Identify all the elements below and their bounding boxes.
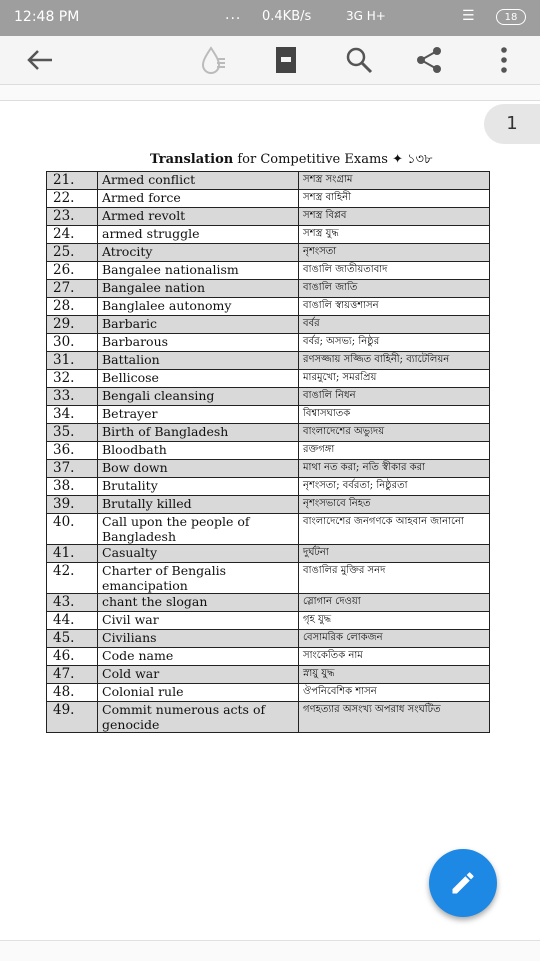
bengali-translation: বেসামরিক লোকজন xyxy=(299,630,490,648)
row-number: 46. xyxy=(47,648,98,666)
table-row xyxy=(47,244,490,262)
search-icon[interactable] xyxy=(343,44,375,76)
table-row xyxy=(47,460,490,478)
table-row xyxy=(47,648,490,666)
english-term: Betrayer xyxy=(98,406,299,424)
title-rest: for Competitive Exams ✦ ১৩৮ xyxy=(233,152,433,167)
table-row xyxy=(47,514,490,545)
english-term: Armed force xyxy=(98,190,299,208)
bengali-translation: গৃহ যুদ্ধ xyxy=(299,612,490,630)
vocab-table xyxy=(46,171,490,733)
bengali-translation: দুর্ঘটনা xyxy=(299,545,490,563)
table-row xyxy=(47,352,490,370)
bengali-translation: বিশ্বাসঘাতক xyxy=(299,406,490,424)
status-signal-text: 3G H+ xyxy=(346,9,386,23)
english-term: Bellicose xyxy=(98,370,299,388)
row-number: 48. xyxy=(47,684,98,702)
row-number: 41. xyxy=(47,545,98,563)
table-row xyxy=(47,406,490,424)
arrow-left-icon[interactable] xyxy=(24,44,56,76)
row-number: 38. xyxy=(47,478,98,496)
bengali-translation: সশস্ত্র সংগ্রাম xyxy=(299,172,490,190)
title-bold: Translation xyxy=(150,152,234,167)
english-term: Barbaric xyxy=(98,316,299,334)
bengali-translation: বাংলাদেশের অভ্যুদয় xyxy=(299,424,490,442)
table-row xyxy=(47,298,490,316)
table-row xyxy=(47,612,490,630)
bengali-translation: বাঙালি নিধন xyxy=(299,388,490,406)
bengali-translation: রণসজ্জায় সজ্জিত বাহিনী; ব্যাটেলিয়ন xyxy=(299,352,490,370)
app-toolbar xyxy=(0,36,540,85)
english-term: Call upon the people of Bangladesh xyxy=(98,514,299,545)
bengali-translation: সশস্ত্র যুদ্ধ xyxy=(299,226,490,244)
row-number: 27. xyxy=(47,280,98,298)
bengali-translation: বর্বর xyxy=(299,316,490,334)
table-row xyxy=(47,172,490,190)
edit-fab-button[interactable] xyxy=(429,849,497,917)
english-term: Armed revolt xyxy=(98,208,299,226)
bengali-translation: বর্বর; অসভ্য; নিষ্ঠুর xyxy=(299,334,490,352)
row-number: 28. xyxy=(47,298,98,316)
bottom-edge xyxy=(0,940,540,961)
bengali-translation: মাথা নত করা; নতি স্বীকার করা xyxy=(299,460,490,478)
file-icon[interactable] xyxy=(270,44,302,76)
english-term: Birth of Bangladesh xyxy=(98,424,299,442)
table-row xyxy=(47,630,490,648)
bengali-translation: গণহত্যার অসংখ্য অপরাধ সংঘটিত xyxy=(299,702,490,733)
bengali-translation: বাঙালির মুক্তির সনদ xyxy=(299,563,490,594)
bengali-translation: মারমুখো; সমরপ্রিয় xyxy=(299,370,490,388)
table-row xyxy=(47,424,490,442)
english-term: Bow down xyxy=(98,460,299,478)
row-number: 24. xyxy=(47,226,98,244)
row-number: 35. xyxy=(47,424,98,442)
english-term: Code name xyxy=(98,648,299,666)
english-term: Cold war xyxy=(98,666,299,684)
bengali-translation: ঔপনিবেশিক শাসন xyxy=(299,684,490,702)
row-number: 36. xyxy=(47,442,98,460)
english-term: Barbarous xyxy=(98,334,299,352)
bengali-translation: সশস্ত্র বিপ্লব xyxy=(299,208,490,226)
table-row xyxy=(47,594,490,612)
table-row xyxy=(47,496,490,514)
english-term: Civil war xyxy=(98,612,299,630)
english-term: Colonial rule xyxy=(98,684,299,702)
row-number: 32. xyxy=(47,370,98,388)
bengali-translation: বাঙালি স্বায়ত্তশাসন xyxy=(299,298,490,316)
english-term: Armed conflict xyxy=(98,172,299,190)
table-row xyxy=(47,280,490,298)
more-vert-icon[interactable] xyxy=(488,44,520,76)
table-row xyxy=(47,684,490,702)
table-row xyxy=(47,563,490,594)
row-number: 29. xyxy=(47,316,98,334)
table-row xyxy=(47,545,490,563)
bengali-translation: বাঙালি জাতীয়তাবাদ xyxy=(299,262,490,280)
table-row xyxy=(47,388,490,406)
table-row xyxy=(47,334,490,352)
row-number: 49. xyxy=(47,702,98,733)
row-number: 31. xyxy=(47,352,98,370)
table-row xyxy=(47,666,490,684)
table-row xyxy=(47,208,490,226)
page-title xyxy=(150,150,432,171)
row-number: 37. xyxy=(47,460,98,478)
row-number: 40. xyxy=(47,514,98,545)
english-term: Bengali cleansing xyxy=(98,388,299,406)
drop-icon[interactable] xyxy=(196,44,228,76)
english-term: Atrocity xyxy=(98,244,299,262)
table-row xyxy=(47,316,490,334)
row-number: 25. xyxy=(47,244,98,262)
battery-icon: 18 xyxy=(496,9,526,25)
english-term: Casualty xyxy=(98,545,299,563)
bengali-translation: রক্তগঙ্গা xyxy=(299,442,490,460)
english-term: Charter of Bengalis emancipation xyxy=(98,563,299,594)
bengali-translation: বাংলাদেশের জনগণকে আহবান জানানো xyxy=(299,514,490,545)
english-term: Banglalee autonomy xyxy=(98,298,299,316)
row-number: 45. xyxy=(47,630,98,648)
table-row xyxy=(47,370,490,388)
page-indicator: 1 xyxy=(484,104,540,144)
row-number: 47. xyxy=(47,666,98,684)
status-net-speed: 0.4KB/s xyxy=(262,9,312,24)
english-term: Bangalee nation xyxy=(98,280,299,298)
bengali-translation: স্লোগান দেওয়া xyxy=(299,594,490,612)
bengali-translation: নৃশংসতা; বর্বরতা; নিষ্ঠুরতা xyxy=(299,478,490,496)
row-number: 34. xyxy=(47,406,98,424)
table-row xyxy=(47,478,490,496)
row-number: 30. xyxy=(47,334,98,352)
wifi-icon: ☰ xyxy=(462,8,475,24)
english-term: Bangalee nationalism xyxy=(98,262,299,280)
table-row xyxy=(47,442,490,460)
english-term: chant the slogan xyxy=(98,594,299,612)
bengali-translation: স্নায়ু যুদ্ধ xyxy=(299,666,490,684)
pencil-edit-icon xyxy=(449,869,477,897)
row-number: 26. xyxy=(47,262,98,280)
row-number: 42. xyxy=(47,563,98,594)
row-number: 23. xyxy=(47,208,98,226)
english-term: Civilians xyxy=(98,630,299,648)
status-bar xyxy=(0,0,540,36)
row-number: 21. xyxy=(47,172,98,190)
bengali-translation: সাংকেতিক নাম xyxy=(299,648,490,666)
status-time: 12:48 PM xyxy=(14,9,80,25)
row-number: 22. xyxy=(47,190,98,208)
share-icon[interactable] xyxy=(413,44,445,76)
row-number: 33. xyxy=(47,388,98,406)
table-row xyxy=(47,262,490,280)
table-row xyxy=(47,190,490,208)
bengali-translation: নৃশংসতা xyxy=(299,244,490,262)
english-term: Brutality xyxy=(98,478,299,496)
english-term: Brutally killed xyxy=(98,496,299,514)
row-number: 44. xyxy=(47,612,98,630)
table-row xyxy=(47,226,490,244)
bengali-translation: নৃশংসভাবে নিহত xyxy=(299,496,490,514)
english-term: Commit numerous acts of genocide xyxy=(98,702,299,733)
row-number: 39. xyxy=(47,496,98,514)
bengali-translation: সশস্ত্র বাহিনী xyxy=(299,190,490,208)
english-term: Bloodbath xyxy=(98,442,299,460)
english-term: Battalion xyxy=(98,352,299,370)
english-term: armed struggle xyxy=(98,226,299,244)
table-row xyxy=(47,702,490,733)
row-number: 43. xyxy=(47,594,98,612)
bengali-translation: বাঙালি জাতি xyxy=(299,280,490,298)
status-dots: ... xyxy=(225,7,242,23)
